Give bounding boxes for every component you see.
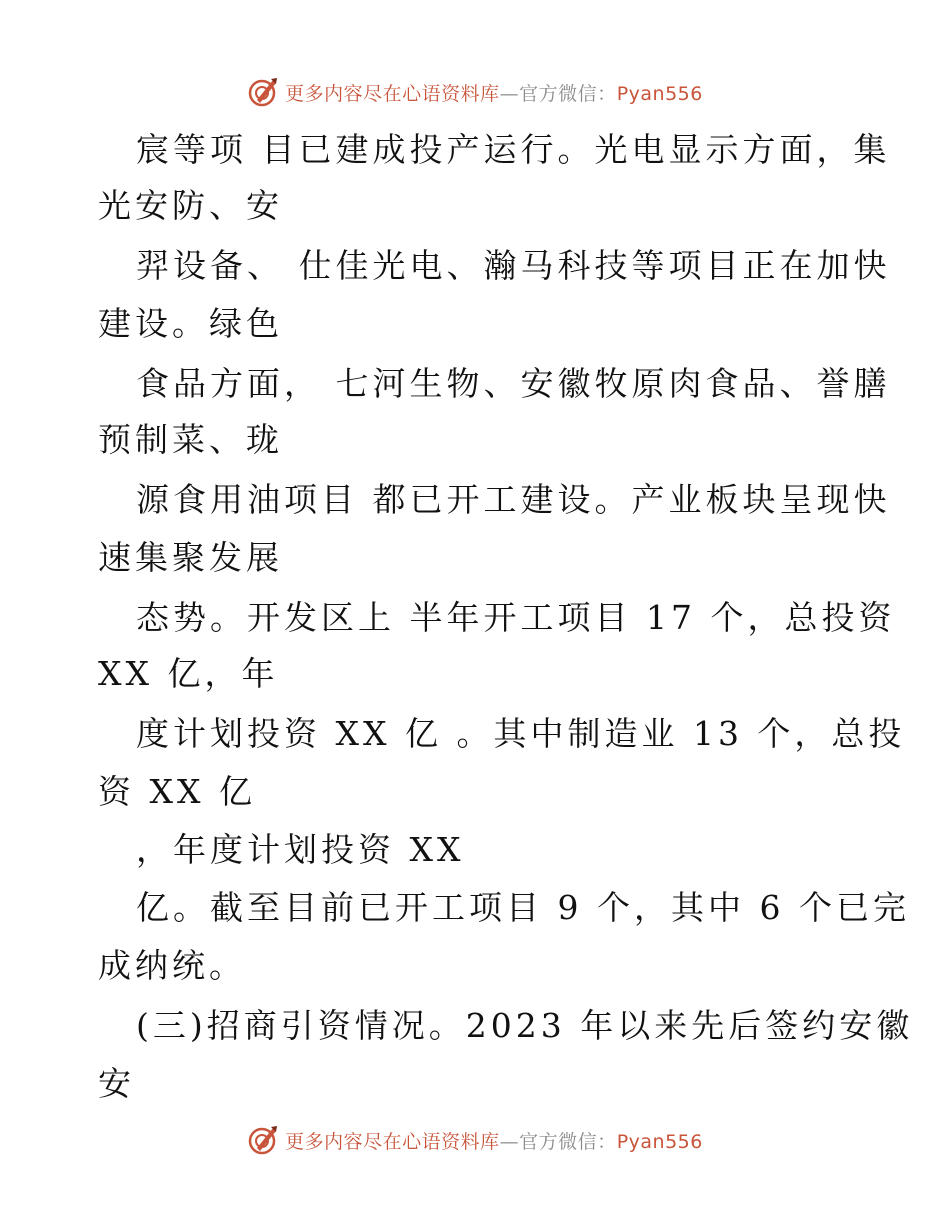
banner-separator: —: [499, 82, 520, 105]
text-line: (三)招商引资情况。2023 年以来先后签约安徽: [136, 1006, 914, 1045]
banner-wechat-id: Pyan556: [616, 82, 703, 105]
text-line: 羿设备、 仕佳光电、瀚马科技等项目正在加快: [136, 246, 891, 285]
text-line: 安: [98, 1064, 135, 1103]
text-line: 速集聚发展: [98, 538, 283, 577]
text-line: 预制菜、珑: [98, 420, 283, 459]
text-line: ，年度计划投资 XX: [136, 830, 465, 869]
text-line: 度计划投资 XX 亿 。其中制造业 13 个，总投: [136, 714, 906, 753]
banner-title: 更多内容尽在心语资料库: [285, 82, 500, 105]
text-line: 宸等项 目已建成投产运行。光电显示方面，集: [136, 130, 891, 169]
text-line: 源食用油项目 都已开工建设。产业板块呈现快: [136, 480, 891, 519]
banner-text: [285, 1127, 703, 1154]
text-line: 成纳统。: [98, 946, 246, 985]
banner-wechat-label: 官方微信：: [519, 82, 617, 105]
seal-logo-icon: [247, 76, 279, 108]
header-watermark-banner: [0, 72, 950, 112]
text-line: 食品方面， 七河生物、安徽牧原肉食品、誉膳: [136, 364, 891, 403]
text-line: 亿。截至目前已开工项目 9 个，其中 6 个已完: [136, 888, 910, 927]
text-line: 资 XX 亿: [98, 772, 256, 811]
banner-wechat-label: 官方微信：: [519, 1130, 617, 1153]
text-line: 建设。绿色: [98, 304, 283, 343]
text-line: 态势。开发区上 半年开工项目 17 个，总投资: [136, 598, 896, 637]
banner-title: 更多内容尽在心语资料库: [285, 1130, 500, 1153]
banner-wechat-id: Pyan556: [616, 1130, 703, 1153]
banner-separator: —: [499, 1130, 520, 1153]
seal-logo-icon: [247, 1124, 279, 1156]
banner-text: [285, 79, 703, 106]
text-line: XX 亿，年: [98, 654, 279, 693]
footer-watermark-banner: [0, 1120, 950, 1160]
text-line: 光安防、安: [98, 186, 283, 225]
